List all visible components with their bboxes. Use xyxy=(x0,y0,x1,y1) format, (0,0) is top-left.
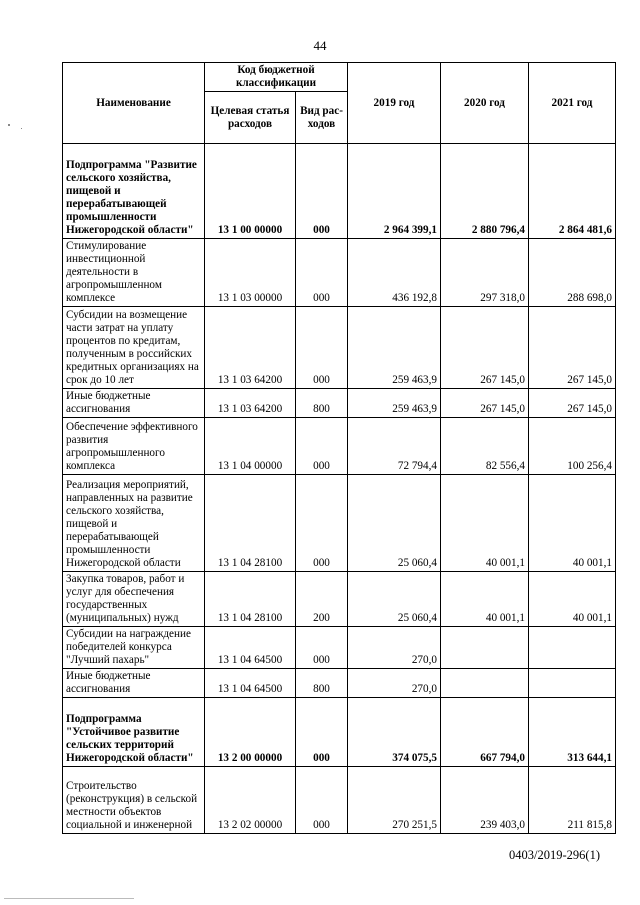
row-value-2021: 267 145,0 xyxy=(529,307,616,389)
row-target-article: 13 1 00 00000 xyxy=(205,144,296,239)
row-value-2019: 259 463,9 xyxy=(348,389,441,418)
row-name: Реализация мероприятий, направленных на развитие сельского хозяйства, пищевой и перерабатывающей промышленности Нижегородской области xyxy=(63,475,205,572)
row-value-2020 xyxy=(441,669,529,698)
table-row xyxy=(63,627,616,669)
row-name: Подпрограмма "Развитие сельского хозяйства, пищевой и перерабатывающей промышленности Нижегородской области" xyxy=(63,144,205,239)
row-name: Закупка товаров, работ и услуг для обеспечения государственных (муниципальных) нужд xyxy=(63,572,205,627)
row-target-article: 13 1 03 64200 xyxy=(205,389,296,418)
row-value-2019: 259 463,9 xyxy=(348,307,441,389)
row-value-2020: 82 556,4 xyxy=(441,418,529,475)
table-row xyxy=(63,669,616,698)
row-value-2019: 25 060,4 xyxy=(348,475,441,572)
header-name: Наименование xyxy=(63,63,205,144)
row-expense-kind: 800 xyxy=(296,669,348,698)
row-expense-kind: 000 xyxy=(296,767,348,834)
row-expense-kind: 000 xyxy=(296,627,348,669)
table-row xyxy=(63,389,616,418)
row-value-2020 xyxy=(441,627,529,669)
table-row xyxy=(63,144,616,239)
row-value-2020: 239 403,0 xyxy=(441,767,529,834)
row-value-2019: 2 964 399,1 xyxy=(348,144,441,239)
row-value-2020: 2 880 796,4 xyxy=(441,144,529,239)
row-value-2019: 25 060,4 xyxy=(348,572,441,627)
document-code: 0403/2019-296(1) xyxy=(509,848,600,862)
row-target-article: 13 1 03 00000 xyxy=(205,239,296,307)
row-value-2021: 313 644,1 xyxy=(529,698,616,767)
row-target-article: 13 1 03 64200 xyxy=(205,307,296,389)
row-value-2021: 267 145,0 xyxy=(529,389,616,418)
scan-mark xyxy=(4,898,134,899)
header-budget-code: Код бюджетной классификации xyxy=(205,63,348,92)
row-value-2021: 2 864 481,6 xyxy=(529,144,616,239)
row-value-2020: 267 145,0 xyxy=(441,389,529,418)
row-value-2021 xyxy=(529,669,616,698)
row-value-2020: 40 001,1 xyxy=(441,475,529,572)
page-number: 44 xyxy=(313,38,327,53)
row-expense-kind: 000 xyxy=(296,307,348,389)
row-target-article: 13 2 00 00000 xyxy=(205,698,296,767)
header-2019: 2019 год xyxy=(348,63,441,144)
row-name: Стимулирование инвестиционной деятельности в агропромышленном комплексе xyxy=(63,239,205,307)
row-value-2019: 72 794,4 xyxy=(348,418,441,475)
row-value-2020: 40 001,1 xyxy=(441,572,529,627)
table-row xyxy=(63,698,616,767)
scan-mark xyxy=(8,124,10,126)
row-value-2021: 211 815,8 xyxy=(529,767,616,834)
header-2021: 2021 год xyxy=(529,63,616,144)
row-target-article: 13 1 04 00000 xyxy=(205,418,296,475)
row-name: Иные бюджетные ассигнования xyxy=(63,669,205,698)
budget-table xyxy=(62,62,616,834)
row-value-2019: 270,0 xyxy=(348,627,441,669)
row-value-2019: 270 251,5 xyxy=(348,767,441,834)
row-expense-kind: 000 xyxy=(296,239,348,307)
row-value-2019: 270,0 xyxy=(348,669,441,698)
table-row xyxy=(63,572,616,627)
row-value-2021: 40 001,1 xyxy=(529,475,616,572)
row-expense-kind: 000 xyxy=(296,144,348,239)
row-expense-kind: 800 xyxy=(296,389,348,418)
row-expense-kind: 000 xyxy=(296,418,348,475)
row-target-article: 13 1 04 64500 xyxy=(205,669,296,698)
row-name: Иные бюджетные ассигнования xyxy=(63,389,205,418)
row-expense-kind: 000 xyxy=(296,475,348,572)
row-target-article: 13 1 04 64500 xyxy=(205,627,296,669)
row-name: Субсидии на возмещение части затрат на уплату процентов по кредитам, полученным в российских кредитных организациях на срок до 10 лет xyxy=(63,307,205,389)
row-value-2019: 436 192,8 xyxy=(348,239,441,307)
row-value-2020: 667 794,0 xyxy=(441,698,529,767)
table-row xyxy=(63,475,616,572)
table-row xyxy=(63,418,616,475)
table-row xyxy=(63,767,616,834)
row-name: Строительство (реконструкция) в сельской местности объектов социальной и инженерной xyxy=(63,767,205,834)
row-value-2021: 288 698,0 xyxy=(529,239,616,307)
table-row xyxy=(63,307,616,389)
row-target-article: 13 2 02 00000 xyxy=(205,767,296,834)
row-value-2019: 374 075,5 xyxy=(348,698,441,767)
row-value-2021: 40 001,1 xyxy=(529,572,616,627)
table-row xyxy=(63,239,616,307)
row-name: Субсидии на награждение победителей конкурса "Лучший пахарь" xyxy=(63,627,205,669)
row-name: Подпрограмма "Устойчивое развитие сельских территорий Нижегородской области" xyxy=(63,698,205,767)
row-name: Обеспечение эффективного развития агропромышленного комплекса xyxy=(63,418,205,475)
header-2020: 2020 год xyxy=(441,63,529,144)
row-expense-kind: 200 xyxy=(296,572,348,627)
row-value-2021: 100 256,4 xyxy=(529,418,616,475)
header-target-article: Целевая статья расходов xyxy=(205,92,296,144)
row-value-2020: 267 145,0 xyxy=(441,307,529,389)
row-value-2020: 297 318,0 xyxy=(441,239,529,307)
row-value-2021 xyxy=(529,627,616,669)
row-target-article: 13 1 04 28100 xyxy=(205,572,296,627)
row-expense-kind: 000 xyxy=(296,698,348,767)
scan-mark xyxy=(21,128,22,129)
header-expense-kind: Вид рас-ходов xyxy=(296,92,348,144)
row-target-article: 13 1 04 28100 xyxy=(205,475,296,572)
